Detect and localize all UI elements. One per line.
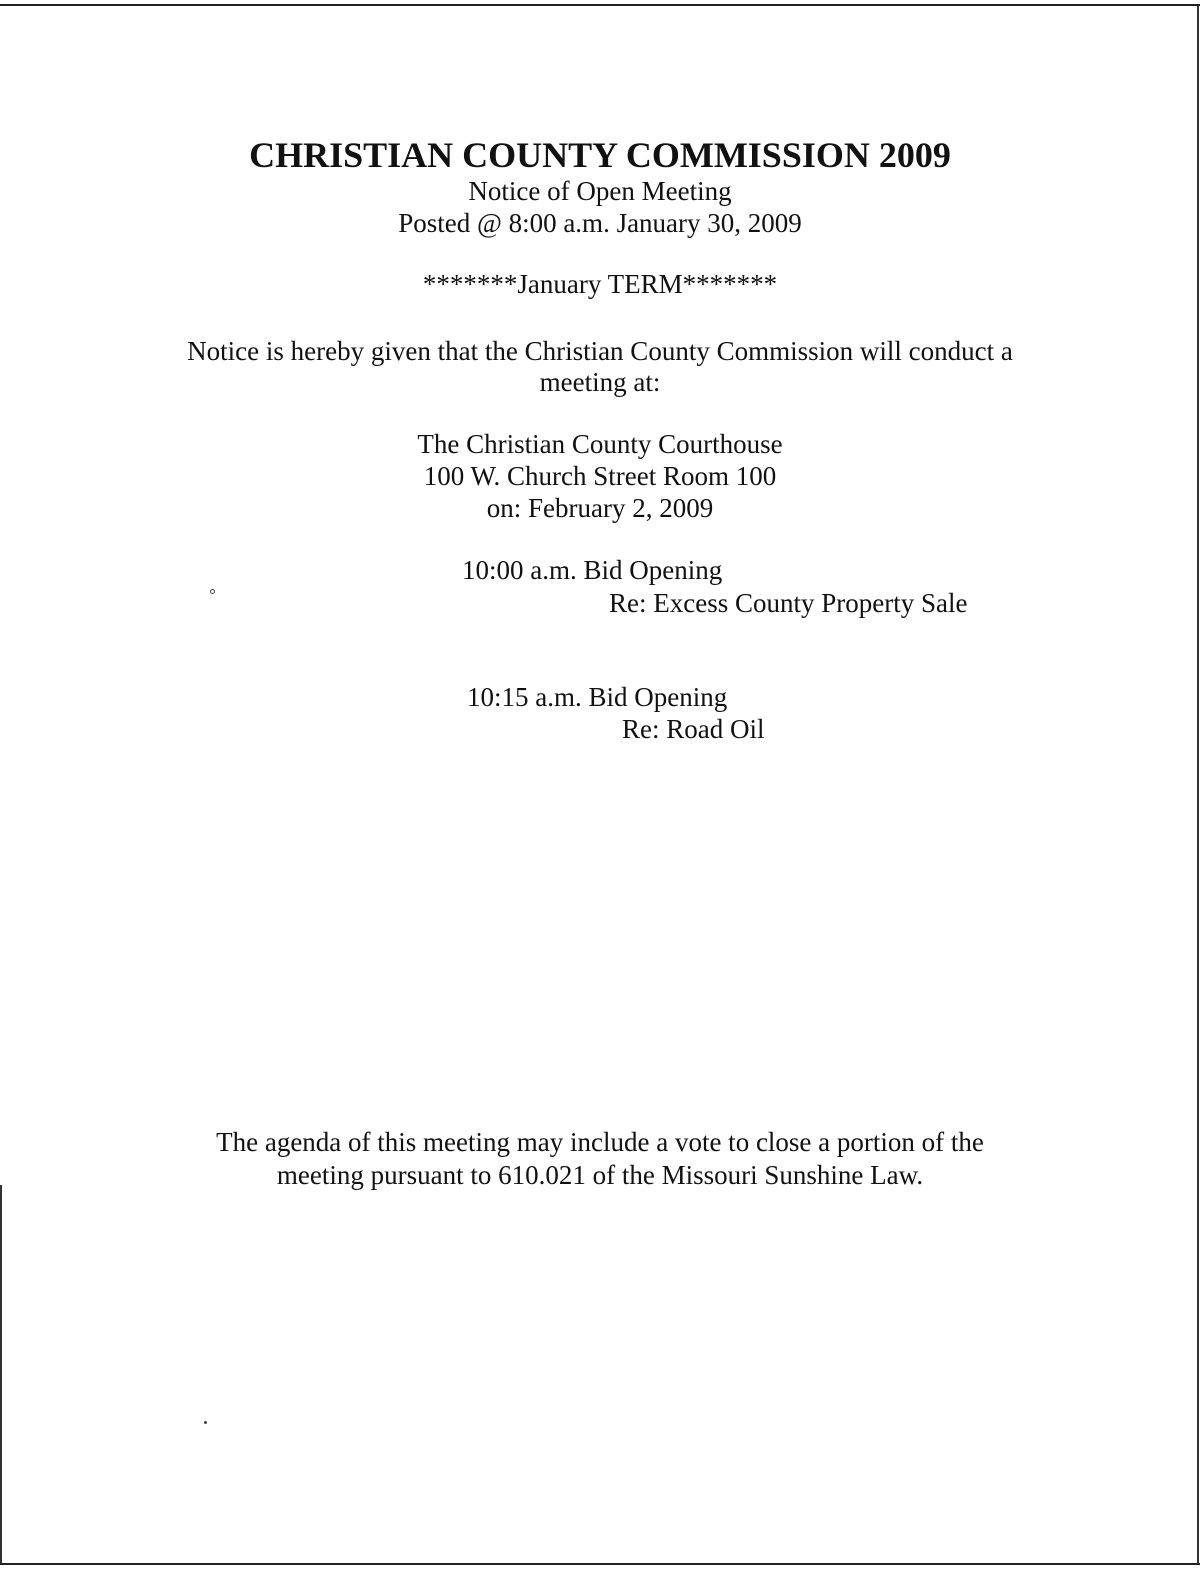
agenda-time-event: 10:15 a.m. Bid Opening: [467, 682, 728, 712]
closing-notice-line-2: meeting pursuant to 610.021 of the Missouri Sunshine Law.: [276, 1160, 924, 1190]
agenda-regarding: Re: Road Oil: [622, 714, 765, 744]
page-title: CHRISTIAN COUNTY COMMISSION 2009: [249, 135, 951, 175]
agenda-time-event: 10:00 a.m. Bid Opening: [462, 555, 723, 585]
posted-date: Posted @ 8:00 a.m. January 30, 2009: [398, 208, 802, 238]
scan-bottom-border: [0, 1563, 1200, 1565]
scan-left-edge: [0, 1185, 2, 1565]
notice-subtitle: Notice of Open Meeting: [468, 176, 732, 206]
location-address: 100 W. Church Street Room 100: [423, 461, 777, 491]
meeting-date: on: February 2, 2009: [486, 493, 714, 523]
intro-text-line-1: Notice is hereby given that the Christian County Commission will conduct a: [187, 336, 1013, 366]
agenda-regarding: Re: Excess County Property Sale: [609, 588, 968, 618]
term-banner: *******January TERM*******: [422, 269, 778, 299]
intro-text-line-2: meeting at:: [539, 367, 661, 397]
location-building: The Christian County Courthouse: [417, 429, 783, 459]
scan-speck: [204, 1421, 207, 1424]
scan-speck: [210, 589, 215, 594]
closing-notice-line-1: The agenda of this meeting may include a vote to close a portion of the: [216, 1127, 984, 1157]
scan-right-edge: [1197, 6, 1199, 1565]
scan-top-border: [0, 4, 1200, 6]
